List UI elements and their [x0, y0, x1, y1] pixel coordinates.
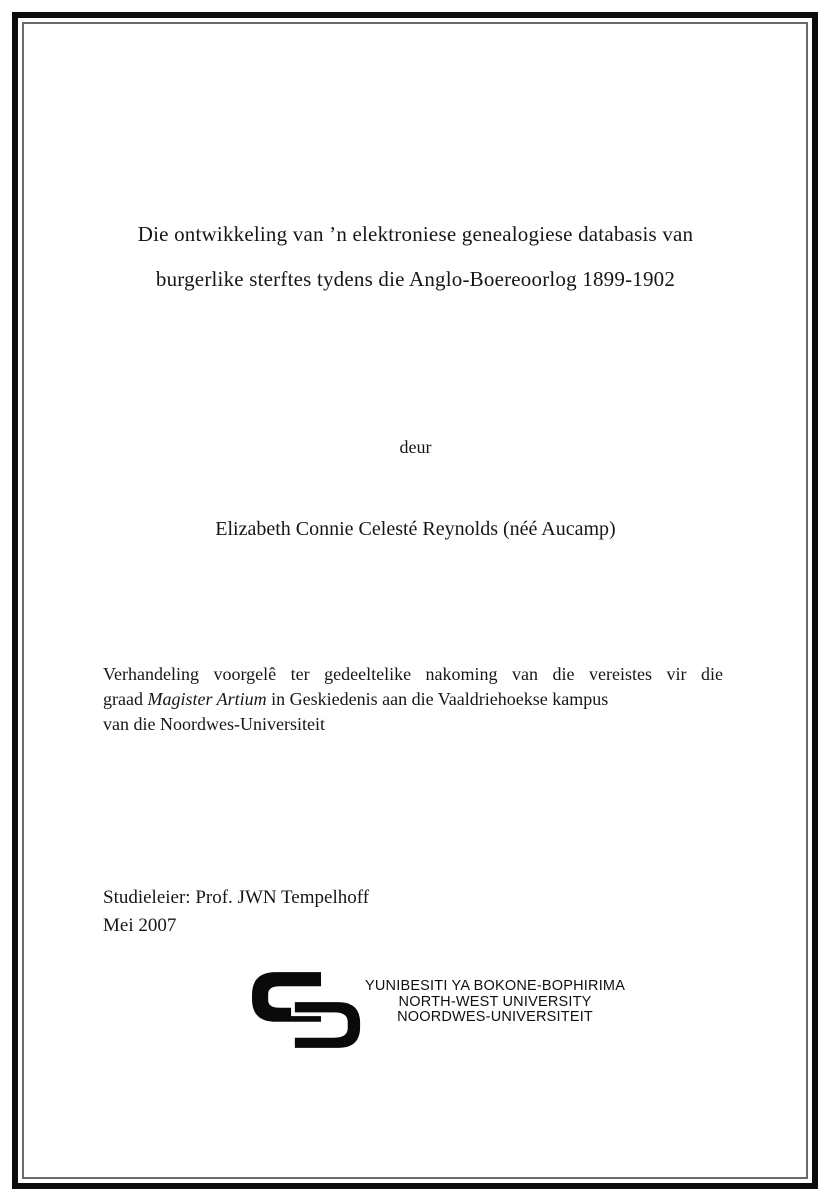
- nwu-logo-icon: [252, 972, 362, 1050]
- degree-line2-post: in Geskiedenis aan die Vaaldriehoekse kampus: [266, 689, 609, 709]
- university-logo-text: [365, 979, 625, 1026]
- degree-line2-pre: graad: [103, 689, 148, 709]
- supervisor-block: [103, 884, 369, 940]
- degree-statement-line1: Verhandeling voorgelê ter gedeeltelike nakoming van die vereistes vir die: [103, 664, 723, 684]
- thesis-title-line1: Die ontwikkeling van ’n elektroniese genealogiese databasis van: [137, 222, 694, 246]
- byline-label: deur: [399, 437, 432, 457]
- thesis-title: [56, 212, 775, 302]
- university-logo: [252, 972, 625, 1050]
- logo-line-afrikaans: NOORDWES-UNIVERSITEIT: [397, 1009, 593, 1025]
- author-name: Elizabeth Connie Celesté Reynolds (néé Aucamp): [215, 518, 616, 540]
- date-line: Mei 2007: [103, 915, 177, 936]
- degree-statement-line3: van die Noordwes-Universiteit: [103, 714, 325, 734]
- logo-line-setswana: YUNIBESITI YA BOKONE-BOPHIRIMA: [365, 978, 626, 994]
- degree-name-italic: Magister Artium: [147, 689, 267, 709]
- logo-line-english: NORTH-WEST UNIVERSITY: [398, 993, 592, 1010]
- degree-statement-line2: [103, 687, 723, 712]
- supervisor-line: Studieleier: Prof. JWN Tempelhoff: [103, 887, 370, 908]
- thesis-title-line2: burgerlike sterftes tydens die Anglo-Boereoorlog 1899-1902: [155, 267, 676, 291]
- degree-statement: [103, 662, 723, 737]
